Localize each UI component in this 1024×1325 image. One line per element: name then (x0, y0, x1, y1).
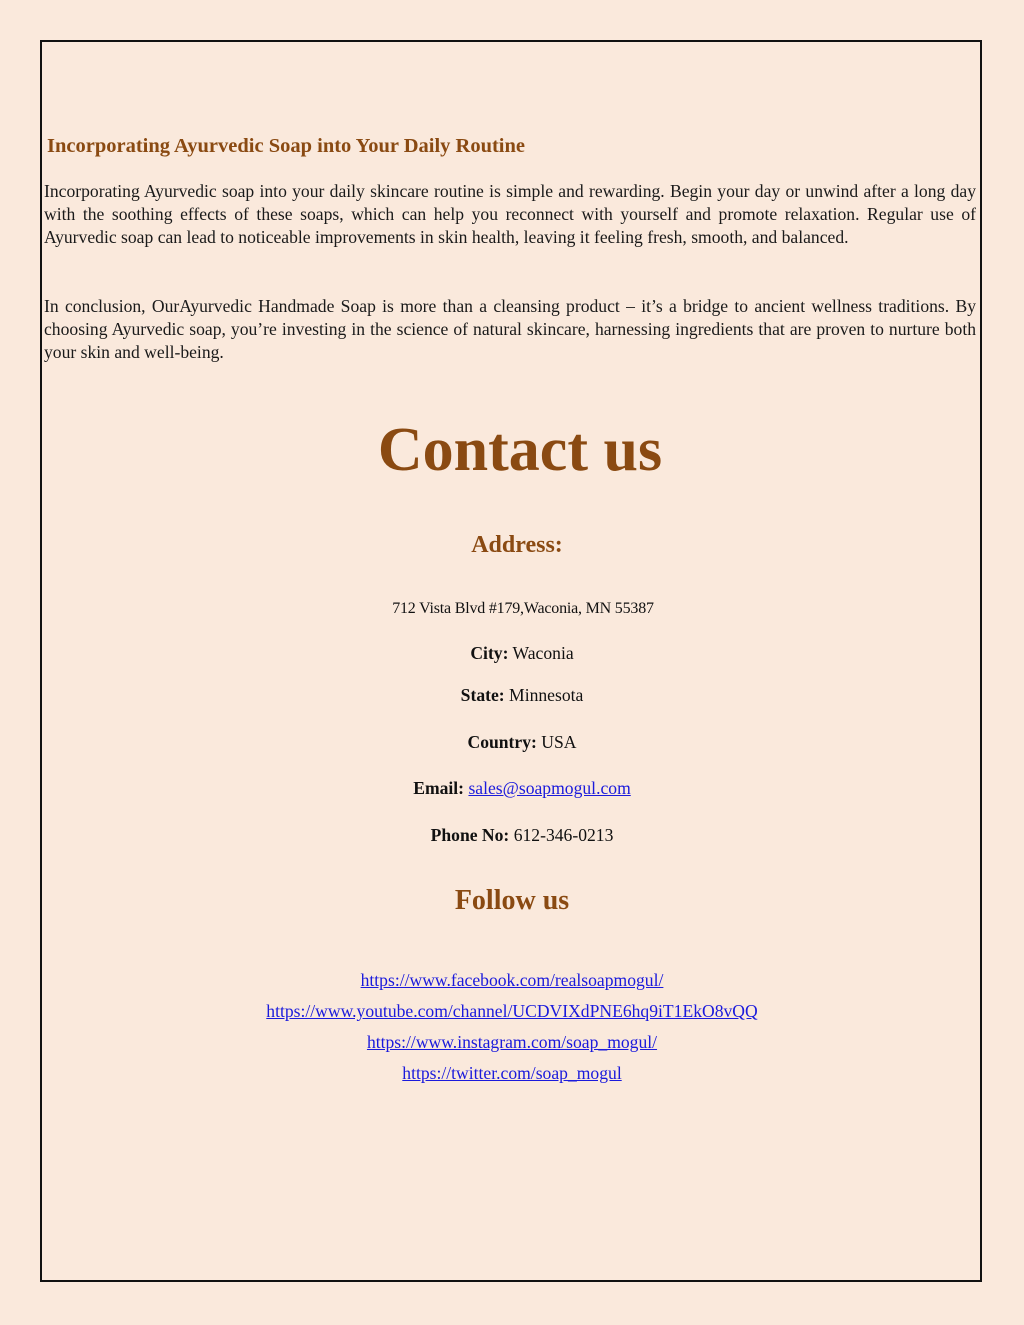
list-item (0, 999, 1024, 1030)
country-row (0, 731, 1024, 753)
address-heading: Address: (471, 532, 563, 558)
state-value: Minnesota (509, 685, 584, 705)
country-label: Country: (467, 732, 537, 752)
article-paragraph-1: Incorporating Ayurvedic soap into your daily skincare routine is simple and rewarding. Begin your day or unwind after a long day with the soothing effects of these soaps, which can help you reconnect with yourself and promote relaxation. Regular use of Ayurvedic soap can lead to noticeable improvements in skin health, leaving it feeling fresh, smooth, and balanced. (44, 181, 976, 248)
city-value: Waconia (512, 643, 574, 663)
phone-label: Phone No: (430, 825, 510, 845)
state-row (0, 684, 1024, 706)
facebook-link[interactable]: https://www.facebook.com/realsoapmogul/ (360, 970, 664, 990)
address-text: 712 Vista Blvd #179,Waconia, MN 55387 (392, 600, 654, 617)
instagram-link[interactable]: https://www.instagram.com/soap_mogul/ (366, 1032, 658, 1052)
city-label: City: (470, 643, 509, 663)
email-link[interactable]: sales@soapmogul.com (468, 778, 631, 798)
email-row (0, 777, 1024, 799)
phone-row (0, 824, 1024, 846)
twitter-link[interactable]: https://twitter.com/soap_mogul (402, 1063, 622, 1083)
city-row (0, 642, 1024, 664)
state-label: State: (460, 685, 505, 705)
list-item (0, 968, 1024, 999)
list-item (0, 1030, 1024, 1061)
phone-value: 612-346-0213 (513, 825, 614, 845)
country-value: USA (541, 732, 577, 752)
section-heading: Incorporating Ayurvedic Soap into Your Daily Routine (47, 135, 525, 157)
list-item (0, 1061, 1024, 1092)
contact-title: Contact us (377, 416, 663, 484)
youtube-link[interactable]: https://www.youtube.com/channel/UCDVIXdPNE6hq9iT1EkO8vQQ (266, 1001, 758, 1021)
social-links-list (0, 968, 1024, 1092)
follow-title: Follow us (454, 885, 570, 916)
article-paragraph-2: In conclusion, OurAyurvedic Handmade Soap is more than a cleansing product – it’s a bridge to ancient wellness traditions. By choosing Ayurvedic soap, you’re investing in the science of natural skincare, harnessing ingredients that are proven to nurture both your skin and well-being. (44, 296, 976, 363)
email-label: Email: (413, 778, 465, 798)
